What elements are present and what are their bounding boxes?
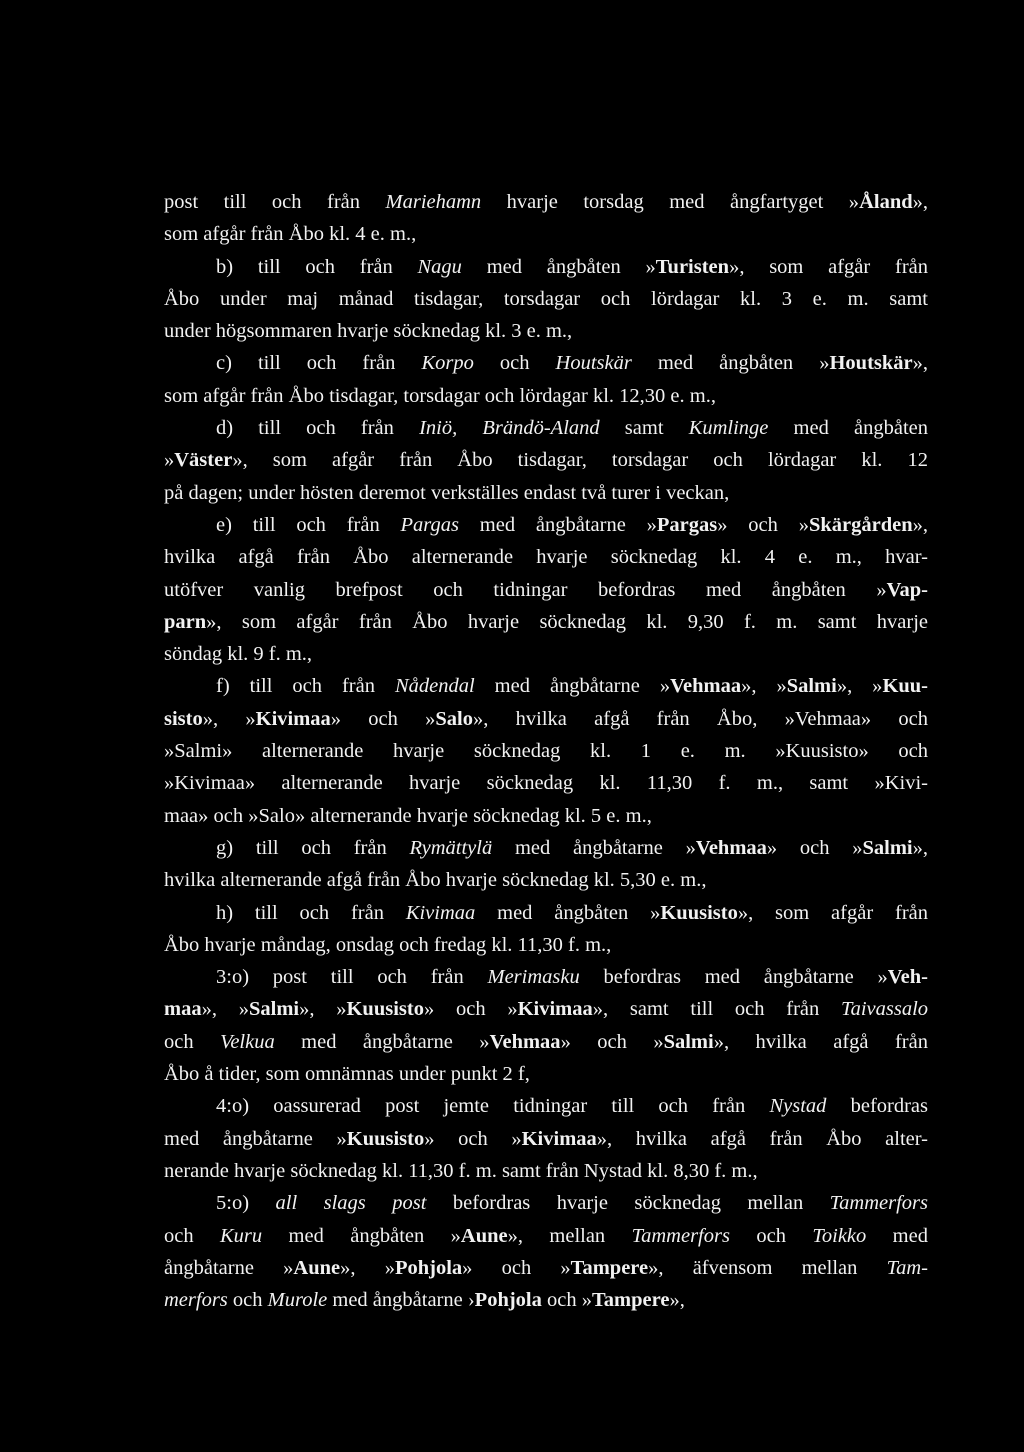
text-run: Åbo under maj månad tisdagar, torsdagar och lördagar kl. 3 e. m. samt bbox=[164, 287, 928, 310]
ship-name: Skärgården bbox=[808, 513, 913, 536]
text-run: », bbox=[912, 836, 928, 859]
text-run: » och » bbox=[330, 707, 436, 730]
text-line bbox=[164, 897, 928, 929]
text-run: », som afgår från Åbo hvarje söcknedag kl. 9,30 f. m. samt hvarje bbox=[206, 610, 928, 633]
ship-name: Vehmaa bbox=[695, 836, 767, 859]
ship-name: Tampere bbox=[570, 1256, 649, 1279]
text-run: och » bbox=[541, 1289, 592, 1312]
place-name: Toikko bbox=[812, 1224, 867, 1247]
text-line bbox=[164, 1026, 928, 1058]
ship-name: sisto bbox=[164, 707, 203, 730]
ship-name: Kuusisto bbox=[346, 998, 424, 1021]
place-name: Velkua bbox=[220, 1030, 275, 1053]
text-line bbox=[164, 283, 928, 315]
text-run: », » bbox=[202, 707, 256, 730]
text-line bbox=[164, 1058, 928, 1090]
text-run: » och » bbox=[717, 513, 809, 536]
place-name: Nystad bbox=[769, 1095, 827, 1118]
text-run: Åbo å tider, som omnämnas under punkt 2 f, bbox=[164, 1063, 530, 1086]
text-run: som afgår från Åbo kl. 4 e. m., bbox=[164, 223, 417, 246]
text-run: post till och från bbox=[164, 191, 386, 213]
ship-name: Pohjola bbox=[474, 1289, 542, 1312]
text-run: och bbox=[227, 1289, 268, 1312]
text-line bbox=[164, 767, 928, 799]
text-run: » och » bbox=[560, 1030, 664, 1053]
text-run: ångbåtarne » bbox=[164, 1256, 294, 1279]
ship-name: Kuusisto bbox=[346, 1127, 425, 1150]
place-name: Nådendal bbox=[394, 675, 475, 698]
text-run: »Salmi» alternerande hvarje söcknedag kl. 1 e. m. »Kuusisto» och bbox=[164, 740, 928, 763]
text-line bbox=[164, 703, 928, 735]
ship-name: Pargas bbox=[656, 513, 718, 536]
ship-name: Kuusisto bbox=[660, 901, 738, 924]
place-name: Nagu bbox=[417, 255, 462, 278]
ship-name: Kivimaa bbox=[517, 998, 593, 1021]
text-run: », hvilka afgå från Åbo, »Vehmaa» och bbox=[473, 707, 928, 730]
text-run: med ångbåten » bbox=[262, 1224, 461, 1247]
text-line bbox=[164, 800, 928, 832]
place-name: Houtskär bbox=[555, 352, 632, 375]
text-line bbox=[164, 251, 928, 283]
text-line bbox=[164, 509, 928, 541]
ship-name: Aune bbox=[460, 1224, 508, 1247]
ship-name: Väster bbox=[174, 449, 233, 472]
text-run: » och » bbox=[462, 1256, 571, 1279]
ship-name: Vap- bbox=[886, 578, 928, 601]
text-run: med ångbåtarne » bbox=[274, 1030, 490, 1053]
text-run: med ångbåten » bbox=[461, 255, 656, 278]
text-line bbox=[164, 574, 928, 606]
text-run: utöfver vanlig brefpost och tidningar befordras med ångbåten » bbox=[164, 578, 887, 601]
ship-name: Vehmaa bbox=[489, 1030, 561, 1053]
text-line bbox=[164, 444, 928, 476]
text-run: med ångbåtarne » bbox=[459, 513, 657, 536]
text-run: under högsommaren hvarje söcknedag kl. 3 e. m., bbox=[164, 320, 573, 343]
text-line bbox=[164, 929, 928, 961]
ship-name: Tampere bbox=[591, 1289, 670, 1312]
text-run: », som afgår från bbox=[729, 255, 928, 278]
text-line bbox=[164, 735, 928, 767]
text-line bbox=[164, 993, 928, 1025]
text-run: »Kivimaa» alternerande hvarje söcknedag kl. 11,30 f. m., samt »Kivi- bbox=[164, 772, 928, 795]
text-run: nerande hvarje söcknedag kl. 11,30 f. m. samt från Nystad kl. 8,30 f. m., bbox=[164, 1159, 758, 1182]
text-run: », » bbox=[340, 1256, 395, 1279]
text-line bbox=[164, 315, 928, 347]
text-run: med ångbåtarne › bbox=[327, 1289, 475, 1312]
text-run: 5:o) bbox=[216, 1192, 276, 1215]
text-run: Åbo hvarje måndag, onsdag och fredag kl. 11,30 f. m., bbox=[164, 933, 612, 956]
ship-name: maa bbox=[164, 998, 202, 1021]
ship-name: Salmi bbox=[663, 1030, 714, 1053]
ship-name: Salmi bbox=[862, 836, 913, 859]
text-run: », som afgår från bbox=[737, 901, 928, 924]
text-run: befordras hvarje söcknedag mellan bbox=[426, 1192, 830, 1215]
text-line bbox=[164, 1155, 928, 1187]
place-name: Pargas bbox=[400, 513, 459, 536]
text-run: », bbox=[912, 352, 928, 375]
ship-name: Kivimaa bbox=[521, 1127, 597, 1150]
text-run: » och » bbox=[766, 836, 863, 859]
text-run: » och » bbox=[424, 1127, 522, 1150]
place-name: Iniö, Brändö-Aland bbox=[419, 417, 600, 440]
text-run: », äfvensom mellan bbox=[648, 1256, 887, 1279]
ship-name: Salmi bbox=[786, 675, 837, 698]
place-name: Kuru bbox=[220, 1224, 263, 1247]
place-name: Mariehamn bbox=[385, 191, 482, 213]
text-run: g) till och från bbox=[216, 836, 410, 859]
text-run: » bbox=[164, 449, 175, 472]
place-name: Kivimaa bbox=[405, 901, 476, 924]
text-run: », » bbox=[201, 998, 249, 1021]
text-run: », bbox=[912, 513, 928, 536]
text-line bbox=[164, 1220, 928, 1252]
text-run: med ångbåtarne » bbox=[474, 675, 671, 698]
text-run: », » bbox=[741, 675, 787, 698]
ship-name: Åland bbox=[859, 191, 913, 213]
text-line bbox=[164, 186, 928, 218]
text-run: med ångbåtarne » bbox=[492, 836, 696, 859]
ship-name: Kivimaa bbox=[255, 707, 331, 730]
text-run: och bbox=[164, 1224, 220, 1247]
text-line bbox=[164, 606, 928, 638]
place-name: Tammerfors bbox=[631, 1224, 730, 1247]
text-run: h) till och från bbox=[216, 901, 406, 924]
text-run: f) till och från bbox=[216, 675, 395, 698]
text-run: med ångbåten bbox=[768, 417, 928, 440]
text-line bbox=[164, 832, 928, 864]
place-name: Rymättylä bbox=[409, 836, 493, 859]
text-run: med ångbåten » bbox=[475, 901, 661, 924]
ship-name: Veh- bbox=[887, 966, 928, 989]
ship-name: Vehmaa bbox=[670, 675, 742, 698]
text-run: », mellan bbox=[507, 1224, 632, 1247]
text-run: » och » bbox=[423, 998, 518, 1021]
text-run: », bbox=[912, 191, 928, 213]
text-run: », hvilka afgå från bbox=[713, 1030, 928, 1053]
text-line bbox=[164, 477, 928, 509]
text-run: c) till och från bbox=[216, 352, 422, 375]
text-run: och bbox=[164, 1030, 221, 1053]
place-name: Merimasku bbox=[487, 966, 580, 989]
text-run: samt bbox=[599, 417, 689, 440]
text-run: hvilka afgå från Åbo alternerande hvarje söcknedag kl. 4 e. m., hvar- bbox=[164, 546, 928, 569]
text-run: på dagen; under hösten deremot verkställes endast två turer i veckan, bbox=[164, 481, 730, 504]
text-line bbox=[164, 412, 928, 444]
text-run: söndag kl. 9 f. m., bbox=[164, 643, 313, 666]
text-run: 3:o) post till och från bbox=[216, 966, 488, 989]
text-run: d) till och från bbox=[216, 417, 420, 440]
text-run: », » bbox=[836, 675, 883, 698]
place-name: all slags post bbox=[275, 1192, 427, 1215]
place-name: Korpo bbox=[421, 352, 474, 375]
text-line bbox=[164, 1252, 928, 1284]
text-line bbox=[164, 218, 928, 250]
text-run: », samt till och från bbox=[592, 998, 842, 1021]
place-name: Tam- bbox=[886, 1256, 929, 1279]
text-run: med ångbåtarne » bbox=[164, 1127, 347, 1150]
place-name: Murole bbox=[267, 1289, 328, 1312]
text-run: befordras med ångbåtarne » bbox=[579, 966, 888, 989]
ship-name: Kuu- bbox=[882, 675, 929, 698]
text-run: », » bbox=[299, 998, 347, 1021]
text-run: », som afgår från Åbo tisdagar, torsdagar och lördagar kl. 12 bbox=[232, 449, 928, 472]
text-run: och bbox=[729, 1224, 813, 1247]
text-run: befordras bbox=[826, 1095, 929, 1118]
text-line bbox=[164, 1090, 928, 1122]
ship-name: Salo bbox=[435, 707, 474, 730]
text-line bbox=[164, 670, 928, 702]
text-run: e) till och från bbox=[216, 513, 401, 536]
text-line bbox=[164, 1284, 928, 1316]
text-run: », bbox=[669, 1289, 685, 1312]
text-line bbox=[164, 541, 928, 573]
ship-name: Turisten bbox=[655, 255, 730, 278]
text-line bbox=[164, 961, 928, 993]
ship-name: Houtskär bbox=[829, 352, 913, 375]
text-line bbox=[164, 638, 928, 670]
ship-name: Aune bbox=[293, 1256, 341, 1279]
text-run: hvilka alternerande afgå från Åbo hvarje söcknedag kl. 5,30 e. m., bbox=[164, 869, 707, 892]
text-line bbox=[164, 1187, 928, 1219]
text-run: med bbox=[866, 1224, 928, 1247]
place-name: merfors bbox=[164, 1289, 228, 1312]
text-run: », hvilka afgå från Åbo alter- bbox=[596, 1127, 928, 1150]
text-run: b) till och från bbox=[216, 255, 418, 278]
text-line bbox=[164, 380, 928, 412]
place-name: Tammerfors bbox=[829, 1192, 929, 1215]
text-run: som afgår från Åbo tisdagar, torsdagar och lördagar kl. 12,30 e. m., bbox=[164, 384, 716, 407]
ship-name: Salmi bbox=[248, 998, 300, 1021]
text-run: och bbox=[473, 352, 556, 375]
text-run: hvarje torsdag med ångfartyget » bbox=[481, 191, 860, 213]
place-name: Kumlinge bbox=[688, 417, 769, 440]
text-line bbox=[164, 347, 928, 379]
ship-name: parn bbox=[164, 610, 207, 633]
text-line bbox=[164, 864, 928, 896]
text-run: 4:o) oassurerad post jemte tidningar till och från bbox=[216, 1095, 770, 1118]
text-line bbox=[164, 1123, 928, 1155]
body-text bbox=[164, 186, 928, 1316]
ship-name: Pohjola bbox=[394, 1256, 463, 1279]
text-run: med ångbåten » bbox=[631, 352, 830, 375]
text-run: maa» och »Salo» alternerande hvarje söcknedag kl. 5 e. m., bbox=[164, 804, 652, 827]
place-name: Taivassalo bbox=[841, 998, 929, 1021]
